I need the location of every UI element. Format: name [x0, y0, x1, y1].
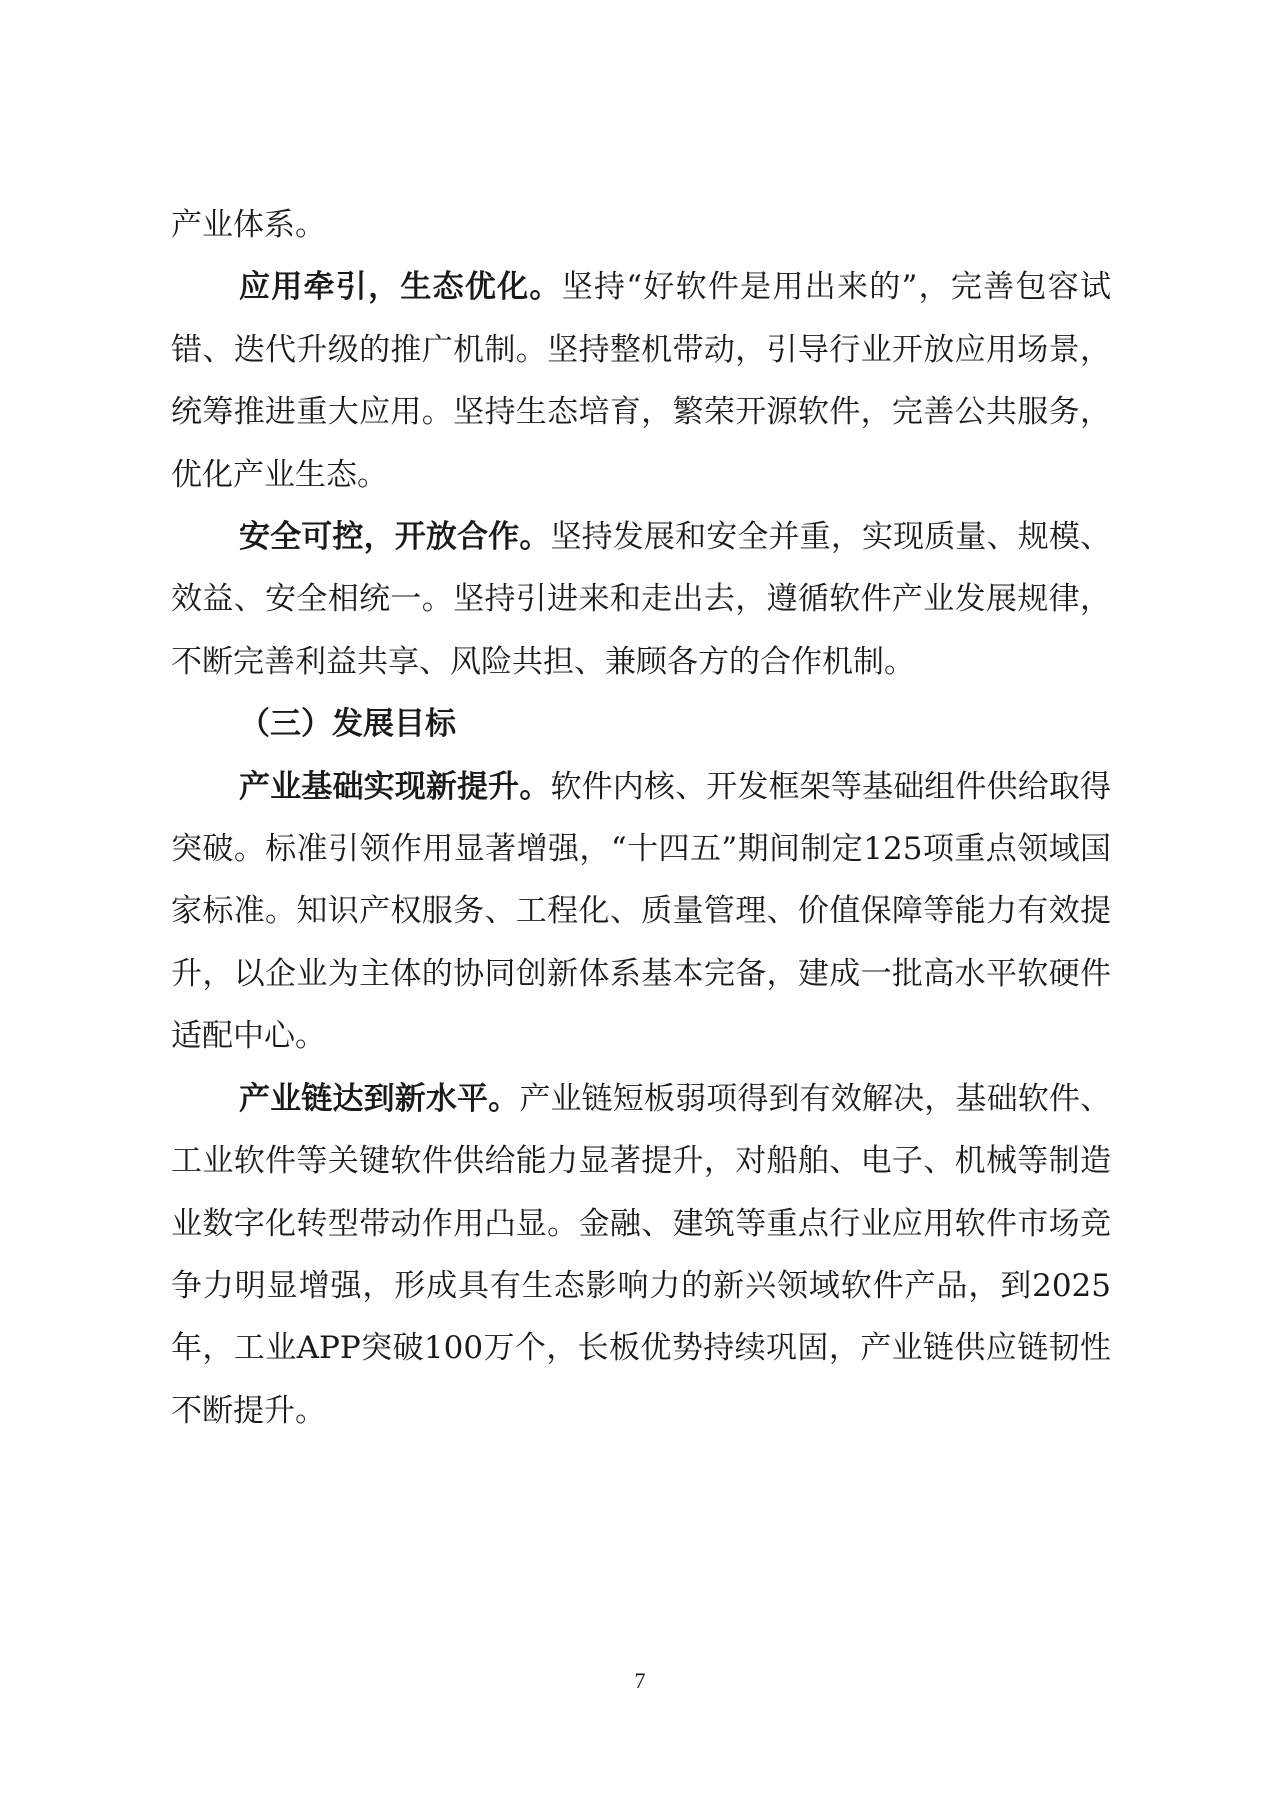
paragraph-continuation [171, 194, 1111, 256]
paragraph-lead: 产业链达到新水平。 [239, 1080, 520, 1117]
page-number: 7 [634, 1668, 646, 1693]
paragraph-industrial-foundation [171, 756, 1111, 1068]
paragraph-lead: 应用牵引，生态优化。 [239, 269, 562, 306]
paragraph-application-ecology [171, 256, 1111, 506]
section-heading: （三）发展目标 [239, 706, 456, 743]
paragraph-body: 坚持“好软件是用出来的”，完善包容试错、迭代升级的推广机制。坚持整机带动，引导行业开放应用场景，统筹推进重大应用。坚持生态培育，繁荣开源软件，完善公共服务，优化产业生态。 [171, 269, 1111, 493]
paragraph-body: 坚持发展和安全并重，实现质量、规模、效益、安全相统一。坚持引进来和走出去，遵循软件产业发展规律，不断完善利益共享、风险共担、兼顾各方的合作机制。 [171, 519, 1112, 680]
body-text [171, 194, 1111, 1442]
paragraph-lead: 安全可控，开放合作。 [239, 519, 551, 556]
paragraph-industrial-chain [171, 1068, 1111, 1442]
paragraph-security-cooperation [171, 506, 1111, 693]
paragraph-body: 软件内核、开发框架等基础组件供给取得突破。标准引领作用显著增强，“十四五”期间制定125项重点领域国家标准。知识产权服务、工程化、质量管理、价值保障等能力有效提升，以企业为主体的协同创新体系基本完备，建成一批高水平软硬件适配中心。 [171, 768, 1112, 1055]
paragraph-body: 产业体系。 [171, 207, 326, 243]
paragraph-lead: 产业基础实现新提升。 [239, 768, 551, 805]
paragraph-body: 产业链短板弱项得到有效解决，基础软件、工业软件等关键软件供给能力显著提升，对船舶、电子、机械等制造业数字化转型带动作用凸显。金融、建筑等重点行业应用软件市场竞争力明显增强，形成具有生态影响力的新兴领域软件产品，到2025年，工业APP突破100万个，长板优势持续巩固，产业链供应链韧性不断提升。 [171, 1080, 1112, 1429]
